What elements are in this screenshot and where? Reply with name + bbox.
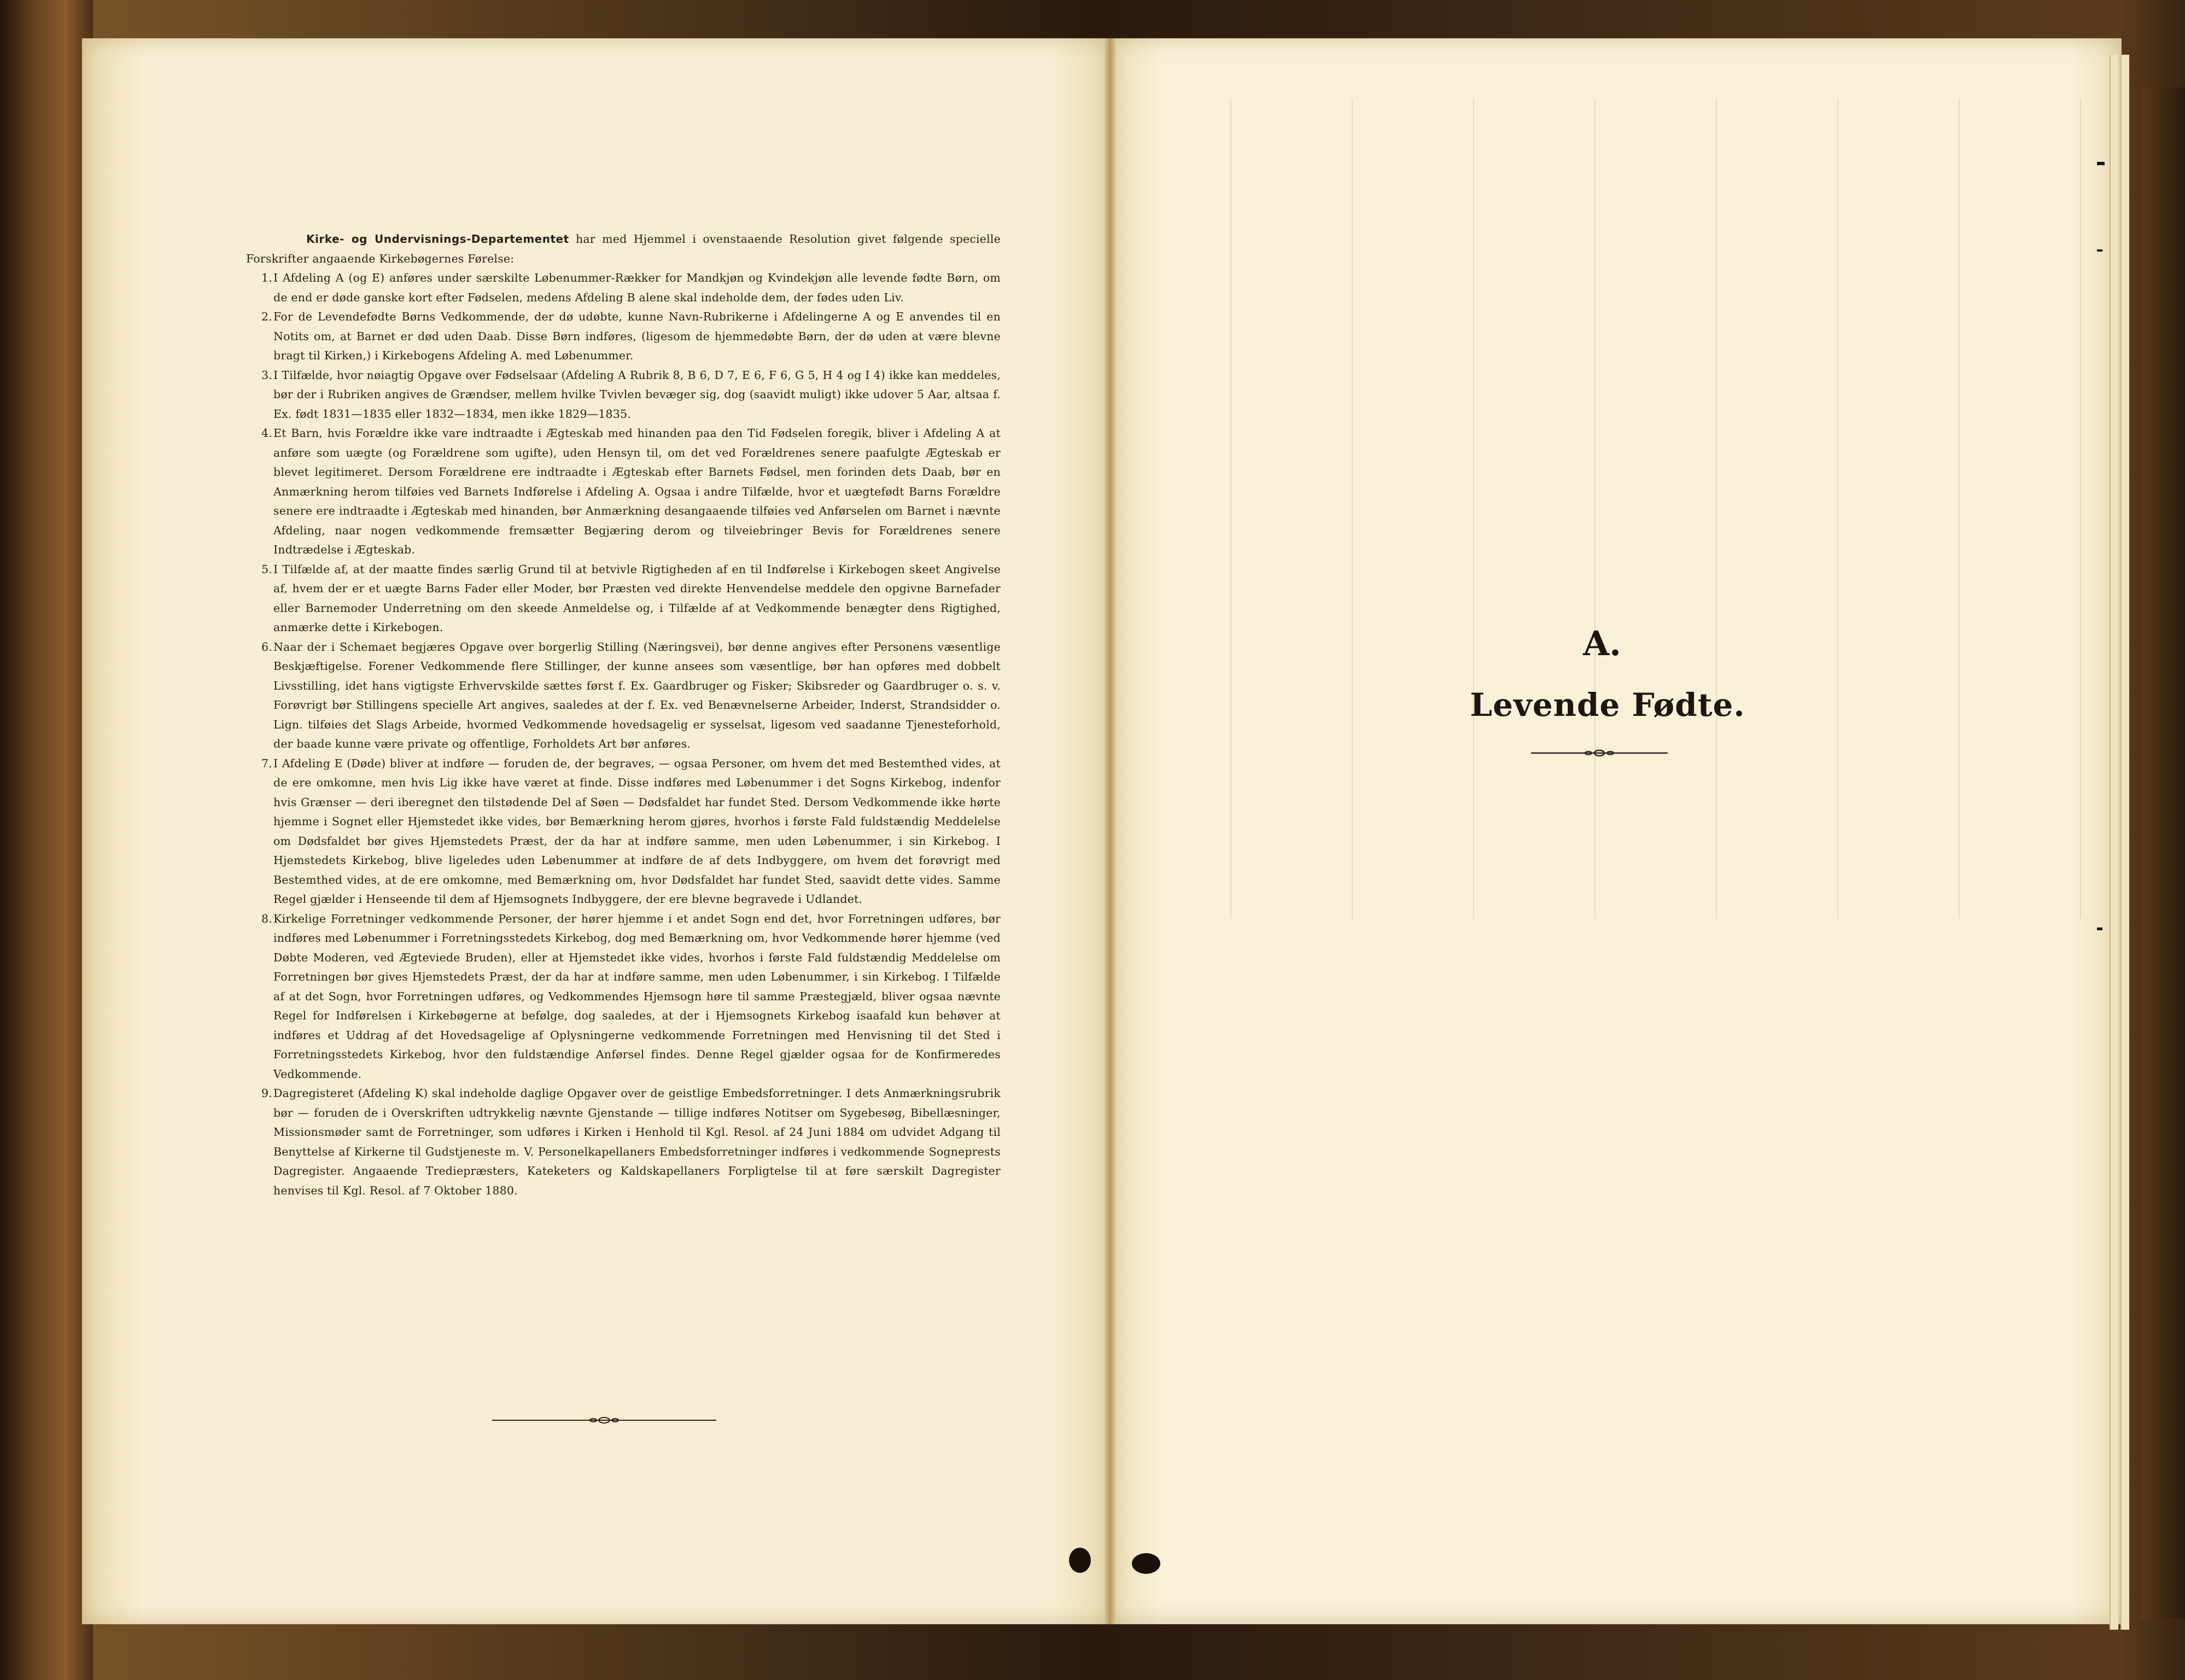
intro-paragraph (246, 230, 1001, 269)
item-number: 8. (261, 912, 272, 925)
item-text: I Afdeling E (Døde) bliver at indføre — foruden de, der begraves, — ogsaa Personer, om hvem det med Bestemthed vides, at de ere omkomne, men hvis Lig ikke have været at finde. Disse indføres med Løbenummer i det Sogns Kirkebog, indenfor hvis Grænser — deri iberegnet den tilstødende Del af Søen — Dødsfaldet har fundet Sted. Dersom Vedkommende ikke hørte hjemme i Sognet eller Hjemstedet ikke vides, bør Bemærkning herom gjøres, hvorhos i første Fald fuldstændig Meddelelse om Dødsfaldet bør gives Hjemstedets Præst, der da har at indføre samme, men uden Løbenummer, i sin Kirkebog. I Hjemstedets Kirkebog, blive ligeledes uden Løbenummer at indføre de af dets Indbyggere, om hvem det forøvrigt med Bestemthed vides, at de ere omkomne, med Bemærkning om, hvor Dødsfaldet har fundet Sted, saavidt dette vides. Samme Regel gjælder i Henseende til dem af Hjemsognets Indbyggere, der ere blevne begravede i Udlandet. (273, 756, 1001, 906)
item-number: 2. (261, 310, 272, 323)
instruction-item (246, 366, 1001, 424)
item-number: 3. (261, 368, 272, 382)
section-title: Levende Fødte. (1470, 686, 1745, 724)
book-cover-left (0, 0, 93, 1680)
instruction-item (246, 269, 1001, 307)
left-ornament-rule (492, 1414, 716, 1427)
faint-ruled-columns (1110, 98, 2122, 919)
instruction-item (246, 560, 1001, 638)
item-text: Kirkelige Forretninger vedkommende Personer, der hører hjemme i et andet Sogn end det, hvor Forretningen udføres, bør indføres med Løbenummer i Forretningsstedets Kirkebog, dog med Bemærkning om, hvor Vedkommende hører hjemme (ved Døbte Moderen, ved Ægteviede Bruden), eller at Hjemstedet ikke vides, hvorhos i første Fald fuldstændig Meddelelse om Forretningen bør gives Hjemstedets Præst, der da har at indføre samme, men uden Løbenummer, i sin Kirkebog. I Tilfælde af at det Sogn, hvor Forretningen udføres, og Vedkommendes Hjemsogn høre til samme Præstegjæld, bliver ogsaa nævnte Regel for Indførelsen i Kirkebøgerne at befølge, dog saaledes, at der i Hjemsognets Kirkebog isaafald kun behøver at indføres et Uddrag af det Hovedsagelige af Oplysningerne vedkommende Forretningen med Henvisning til det Sted i Forretningsstedets Kirkebog, hvor den fuldstændige Anførsel findes. Denne Regel gjælder ogsaa for de Konfirmeredes Vedkommende. (273, 912, 1001, 1081)
instruction-item (246, 424, 1001, 560)
item-text: I Tilfælde, hvor nøiagtig Opgave over Fødselsaar (Afdeling A Rubrik 8, B 6, D 7, E 6, F 6, G 5, H 4 og I 4) ikke kan meddeles, bør der i Rubriken angives de Grændser, mellem hvilke Tvivlen bevæger sig, dog (saavidt muligt) ikke udover 5 Aar, altsaa f. Ex. født 1831—1835 eller 1832—1834, men ikke 1829—1835. (273, 368, 1001, 421)
instruction-item (246, 638, 1001, 754)
item-number: 5. (261, 562, 272, 576)
item-number: 6. (261, 640, 272, 654)
page-edge-strip (2120, 55, 2129, 1630)
section-letter: A. (1583, 623, 1621, 663)
item-text: Dagregisteret (Afdeling K) skal indeholde daglige Opgaver over de geistlige Embedsforretninger. I dets Anmærkningsrubrik bør — foruden de i Overskriften udtrykkelig nævnte Gjenstande — tillige indføres Notitser om Sygebesøg, Bibellæsninger, Missionsmøder samt de Forretninger, som udføres i Kirken i Henhold til Kgl. Resol. af 24 Juni 1884 om udvidet Adgang til Benyttelse af Kirkerne til Gudstjeneste m. V. Personelkapellaners Embedsforretninger indføres i vedkommende Sogneprests Dagregister. Angaaende Trediepræsters, Kateketers og Kaldskapellaners Forpligtelse til at føre særskilt Dagregister henvises til Kgl. Resol. af 7 Oktober 1880. (273, 1087, 1001, 1197)
binding-hole (1132, 1553, 1160, 1574)
instruction-item (246, 307, 1001, 366)
department-name: Kirke- og Undervisnings-Departementet (306, 232, 569, 246)
edge-tab-mark (2097, 162, 2105, 165)
item-text: I Afdeling A (og E) anføres under særskilte Løbenummer-Rækker for Mandkjøn og Kvindekjøn alle levende fødte Børn, om de end er døde ganske kort efter Fødselen, medens Afdeling B alene skal indeholde dem, der fødes uden Liv. (273, 271, 1001, 304)
right-ornament-rule (1531, 746, 1668, 760)
page-edge-strip (2110, 55, 2118, 1630)
item-text: Et Barn, hvis Forældre ikke vare indtraadte i Ægteskab med hinanden paa den Tid Fødselen foregik, bliver i Afdeling A at anføre som uægte (og Forældrene som ugifte), uden Hensyn til, om det ved Forældrenes senere paafulgte Ægteskab er blevet legitimeret. Dersom Forældrene ere indtraadte i Ægteskab efter Barnets Fødsel, men forinden dets Daab, bør en Anmærkning herom tilføies ved Barnets Indførelse i Afdeling A. Ogsaa i andre Tilfælde, hvor et uægtefødt Barns Forældre senere ere indtraadte i Ægteskab med hinanden, bør Anmærkning desangaaende tilføies ved Anførselen om Barnet i nævnte Afdeling, naar nogen vedkommende fremsætter Begjæring derom og tilveiebringer Bevis for Forældrenes senere Indtrædelse i Ægteskab. (273, 427, 1001, 556)
binding-hole (1069, 1548, 1091, 1573)
item-text: Naar der i Schemaet begjæres Opgave over borgerlig Stilling (Næringsvei), bør denne angives efter Personens væsentlige Beskjæftigelse. Forener Vedkommende flere Stillinger, der kunne ansees som væsentlige, bør han opføres med dobbelt Livsstilling, idet hans vigtigste Erhvervskilde sættes først f. Ex. Gaardbruger og Fisker; Skibsreder og Gaardbruger o. s. v. Forøvrigt bør Stillingens specielle Art angives, saaledes at der f. Ex. ved Benævnelserne Arbeider, Inderst, Strandsidder o. Lign. tilføies det Slags Arbeide, hvormed Vedkommende hovedsagelig er sysselsat, ligesom ved saadanne Tjenesteforhold, der baade kunne være private og offentlige, Forholdets Art bør anføres. (273, 640, 1001, 750)
item-number: 7. (261, 756, 272, 770)
instruction-item (246, 909, 1001, 1084)
instruction-item (246, 1084, 1001, 1200)
item-number: 9. (261, 1087, 272, 1100)
intro-text: har med Hjemmel i ovenstaaende Resolution givet følgende specielle Forskrifter angaaende Kirkebøgernes Førelse: (246, 232, 1001, 265)
edge-tab-mark (2097, 249, 2102, 252)
item-text: I Tilfælde af, at der maatte findes særlig Grund til at betvivle Rigtigheden af en til Indførelse i Kirkebogen skeet Angivelse af, hvem der er et uægte Barns Fader eller Moder, bør Præsten ved direkte Henvendelse meddele den opgivne Barnefader eller Barnemoder Underretning om den skeede Anmeldelse og, i Tilfælde af at Vedkommende benægter dens Rigtighed, anmærke dette i Kirkebogen. (273, 562, 1001, 634)
item-text: For de Levendefødte Børns Vedkommende, der dø udøbte, kunne Navn-Rubrikerne i Afdelingerne A og E anvendes til en Notits om, at Barnet er død uden Daab. Disse Børn indføres, (ligesom de hjemmedøbte Børn, der dø uden at være blevne bragt til Kirken,) i Kirkebogens Afdeling A. med Løbenummer. (273, 310, 1001, 362)
instructions-text (246, 230, 1001, 1200)
book-cover-right (2141, 88, 2185, 1619)
item-number: 1. (261, 271, 272, 284)
item-number: 4. (261, 427, 272, 440)
instruction-item (246, 754, 1001, 909)
book-gutter (1105, 38, 1115, 1624)
edge-tab-mark (2097, 928, 2102, 930)
